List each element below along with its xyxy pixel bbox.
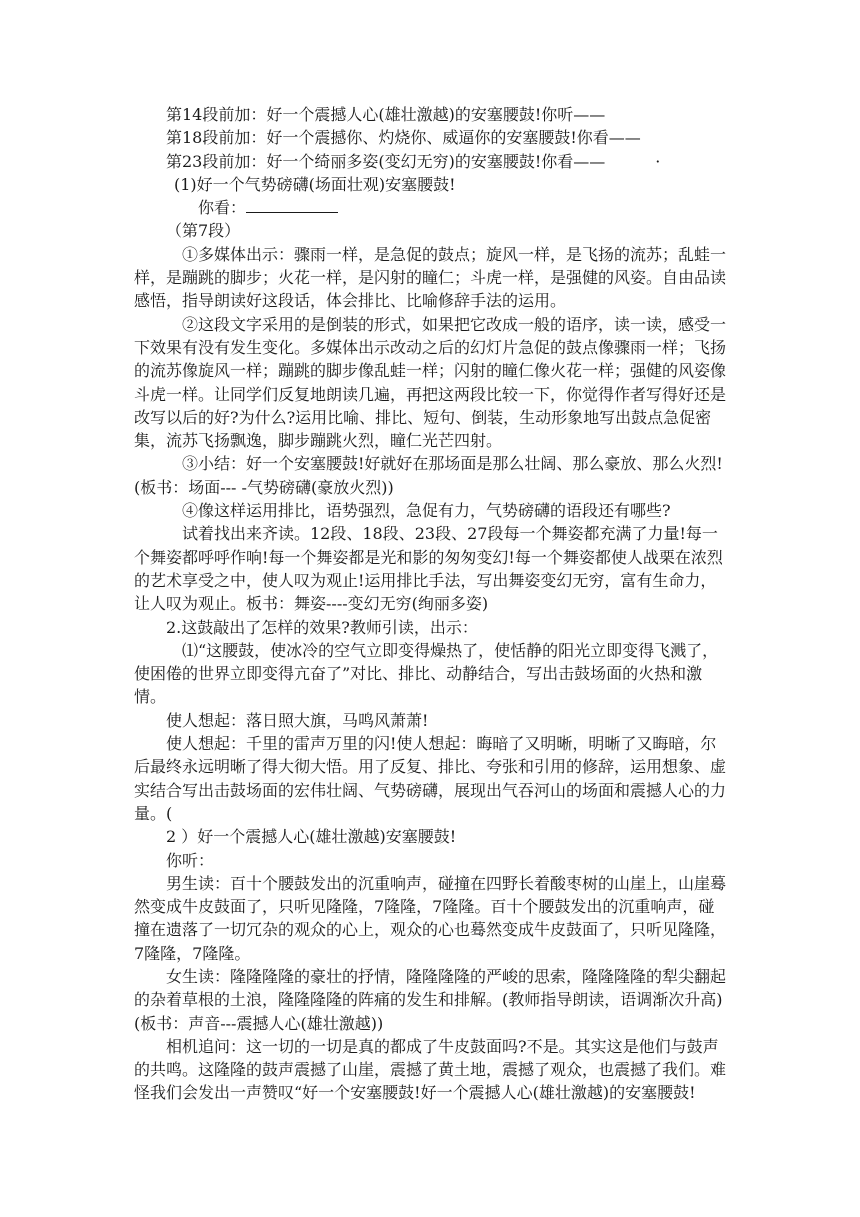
intro-line-14: 第14段前加：好一个震撼人心(雄壮激越)的安塞腰鼓!你听—— <box>166 105 606 124</box>
fill-blank <box>246 198 338 213</box>
section1-heading: (1)好一个气势磅礴(场面壮观)安塞腰鼓! <box>174 174 456 194</box>
section1-item1: ①多媒体出示：骤雨一样，是急促的鼓点；旋风一样，是飞扬的流苏；乱蛙一样，是蹦跳的脚步；火花一样，是闪射的瞳仁；斗虎一样，是强健的风姿。自由品读感悟，指导朗读好这段话，体会排比、比喻修辞手法的运用。 <box>134 244 727 311</box>
xiangqi-line-1: 使人想起：落日照大旗，马鸣风萧萧! <box>166 710 429 730</box>
intro-line-23 <box>134 150 730 173</box>
ni-kan-label: 你看： <box>198 198 247 218</box>
intro-line-18: 第18段前加：好一个震撼你、灼烧你、威逼你的安塞腰鼓!你看—— <box>166 128 641 148</box>
paragraph-ref: （第7段） <box>166 221 241 241</box>
section2-heading: 2.这鼓敲出了怎样的效果?教师引读，出示： <box>166 617 478 637</box>
ni-kan-line <box>134 196 730 219</box>
section2-sub-heading: 2 ）好一个震撼人心(雄壮激越)安塞腰鼓! <box>166 827 457 847</box>
section1-item3: ③小结：好一个安塞腰鼓!好就好在那场面是那么壮阔、那么豪放、那么火烈!(板书：场面--- -气势磅礴(豪放火烈)) <box>134 454 723 497</box>
section1-item4: ④像这样运用排比，语势强烈，急促有力，气势磅礴的语段还有哪些? <box>182 501 671 521</box>
section2-item1: ⑴“这腰鼓，使冰冷的空气立即变得燥热了，使恬静的阳光立即变得飞溅了，使困倦的世界立即变得亢奋了”对比、排比、动静结合，写出击鼓场面的火热和激情。 <box>134 640 719 707</box>
female-reading: 女生读：隆隆隆隆的豪壮的抒情，隆隆隆隆的严峻的思索，隆隆隆隆的犁尖翻起的杂着草根的土浪，隆隆隆隆的阵痛的发生和排解。(教师指导朗读，语调渐次升高)(板书：声音---震撼人心(雄壮激越)) <box>134 966 727 1033</box>
section1-item2: ②这段文字采用的是倒装的形式，如果把它改成一般的语序，读一读，感受一下效果有没有发生变化。多媒体出示改动之后的幻灯片急促的鼓点像骤雨一样；飞扬的流苏像旋风一样；蹦跳的脚步像乱蛙一样；闪射的瞳仁像火花一样；强健的风姿像斗虎一样。让同学们反复地朗读几遍，再把这两段比较一下，你觉得作者写得好还是改写以后的好?为什么?运用比喻、排比、短句、倒装，生动形象地写出鼓点急促密集，流苏飞扬飘逸，脚步蹦跳火烈，瞳仁光芒四射。 <box>134 314 727 451</box>
follow-up-question: 相机追问：这一切的一切是真的都成了牛皮鼓面吗?不是。其实这是他们与鼓声的共鸣。这隆隆的鼓声震撼了山崖，震撼了黄土地，震撼了观众，也震撼了我们。难怪我们会发出一声赞叹“好一个安塞腰鼓!好一个震撼人心(雄壮激越)的安塞腰鼓! <box>134 1036 727 1103</box>
intro-line-23-text: 第23段前加：好一个绮丽多姿(变幻无穷)的安塞腰鼓!你看—— <box>166 151 606 171</box>
section1-item4-text: 试着找出来齐读。12段、18段、23段、27段每一个舞姿都充满了力量!每一个舞姿都呼呼作响!每一个舞姿都是光和影的匆匆变幻!每一个舞姿都使人战栗在浓烈的艺术享受之中，使人叹为观止!运用排比手法，写出舞姿变幻无穷，富有生命力，让人叹为观止。板书：舞姿----变幻无穷(绚丽多姿) <box>134 524 723 614</box>
xiangqi-line-2: 使人想起：千里的雷声万里的闪!使人想起：晦暗了又明晰，明晰了又晦暗，尔后最终永远明晰了得大彻大悟。用了反复、排比、夸张和引用的修辞，运用想象、虚实结合写出击鼓场面的宏伟壮阔、气势磅礴，展现出气吞河山的场面和震撼人心的力量。( <box>134 734 727 823</box>
male-reading: 男生读：百十个腰鼓发出的沉重响声，碰撞在四野长着酸枣树的山崖上，山崖蓦然变成牛皮鼓面了，只听见隆隆，7隆隆，7隆隆。百十个腰鼓发出的沉重响声，碰撞在遗落了一切冗杂的观众的心上，观众的心也蓦然变成牛皮鼓面了，只听见隆隆，7隆隆，7隆隆。 <box>134 873 727 963</box>
ni-ting-label: 你听： <box>166 850 215 870</box>
bullet-dot: · <box>655 151 661 171</box>
document-body <box>134 103 730 1105</box>
